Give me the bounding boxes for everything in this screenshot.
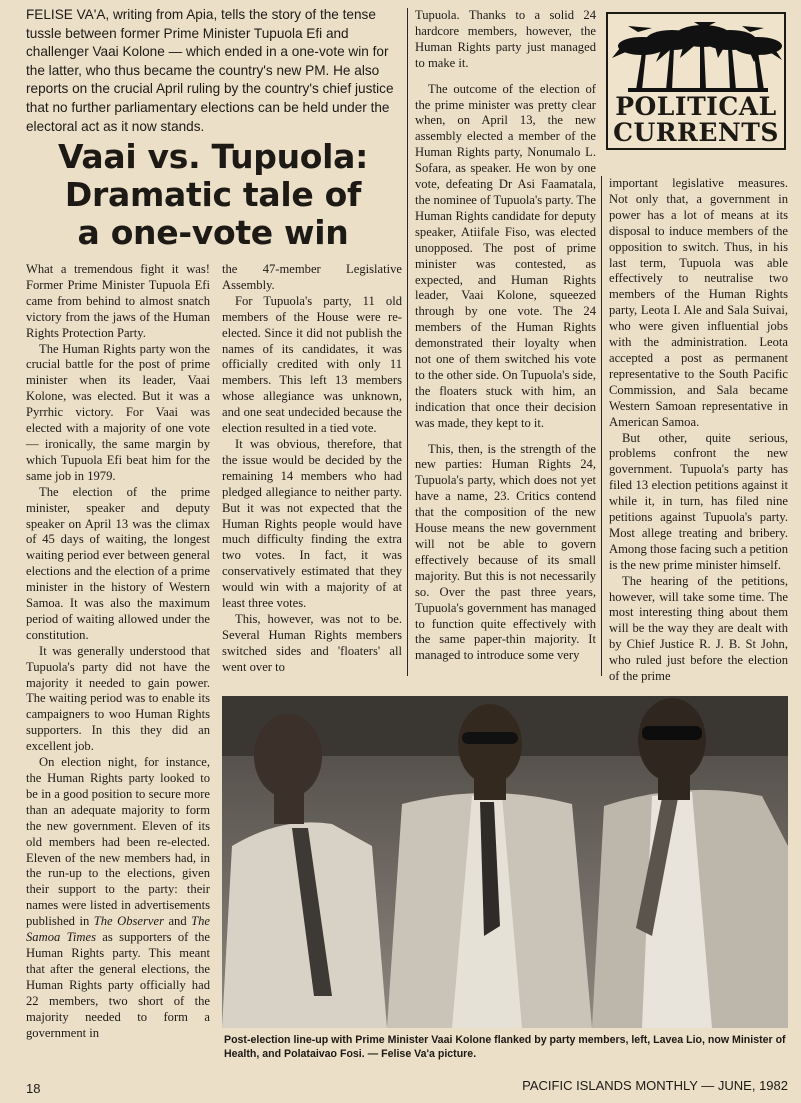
headline [30, 138, 396, 252]
logo-line-political: POLITICAL [615, 92, 777, 121]
photo-caption: Post-election line-up with Prime Minister Vaai Kolone flanked by party members, left, Lavea Lio, now Minister of Health, and Polataivao Fosi. — Felise Va'a picture. [224, 1034, 786, 1060]
political-currents-logo [606, 12, 786, 150]
paragraph: It was generally understood that Tupuola's party did not have the majority it needed to gain power. The waiting period was to enable its campaigners to woo Human Rights supporters. In this they did an excellent job. [26, 643, 210, 754]
publication-footer: PACIFIC ISLANDS MONTHLY — JUNE, 1982 [522, 1078, 788, 1093]
paragraph: the 47-member Legislative Assembly. [222, 262, 402, 292]
publication-name: The Observer [93, 914, 164, 929]
paragraph: But other, quite serious, problems confront the new government. Tupuola's party has filed 13 election petitions against it while it, in turn, has filed nine petitions against Tupuola's party. Most allege treating and bribery. Among those facing such a petition is the new prime minister himself. [609, 430, 788, 572]
paragraph: The Human Rights party won the crucial battle for the post of prime minister when its leader, Vaai Kolone, was elected. But it was a Pyrrhic victory. For Vaai was elected with a majority of one vote — ironically, the same margin by which Tupuola Efi beat him for the same job in 1979. [26, 341, 210, 483]
intro-standfirst: FELISE VA'A, writing from Apia, tells the story of the tense tussle between former Prime Minister Tupuola Efi and challenger Vaai Kolone — which ended in a one-vote win for the latter, who thus became the country's new PM. He also reports on the crucial April ruling by the country's chief justice that no further parliamentary elections can be held under the electoral act as it now stands. [26, 7, 394, 134]
paragraph: The election of the prime minister, speaker and deputy speaker on April 13 was the climax of 45 days of waiting, the longest waiting period ever between general elections and the election of a prime minister in the history of Western Samoa. It was also the maximum period of waiting allowed under the constitution. [26, 484, 210, 642]
paragraph: The hearing of the petitions, however, will take some time. The most interesting thing about them will be the way they are dealt with by Chief Justice R. J. B. St John, who ruled just before the election of the prime [609, 573, 788, 684]
publication-name: The Samoa Times [26, 914, 210, 945]
headline-line-1: Vaai vs. Tupuola: [57, 137, 369, 176]
paragraph [26, 755, 210, 1041]
column-rule [601, 176, 602, 676]
text-run: as supporters of the Human Rights party. This meant that after the general elections, the Human Rights party officially had 22 members, two short of the majority needed to form a government in [26, 930, 210, 1040]
paragraph: Tupuola. Thanks to a solid 24 hardcore members, however, the Human Rights party just managed to make it. [415, 8, 596, 70]
paragraph: The outcome of the election of the prime minister was pretty clear when, on April 13, the new assembly elected a member of the Human Rights party, Nonumalo L. Sofara, as speaker. He won by one vote, defeating Dr Asi Faamatala, the nominee of Tupuola's party. The Human Rights candidate for deputy speaker, Atiifale Fiso, was elected unopposed. The post of prime minister was contested, as expected, and Human Rights leader, Vaai Kolone, squeezed through by one vote. The 24 members of the Human Rights demonstrated their loyalty when not one of them switched his vote to the other side. On Tupuola's side, the floaters stuck with him, an indication that once their decision was made, they kept to it. [415, 81, 597, 430]
paragraph: This, then, is the strength of the new parties: Human Rights 24, Tupuola's party, which does not yet have a name, 23. Critics contend that the composition of the new House means the new government will not be able to govern effectively because of its small majority. But this is not necessarily so. Over the past three years, Tupuola's government has managed to function quite effectively with the same paper-thin majority. It managed to introduce some very [415, 441, 596, 663]
text-run: On election night, for instance, the Human Rights party looked to be in a good position to secure more than an adequate majority to form the new government. Eleven of its old members had been re-elected. Eleven of the new members had, in the run-up to the elections, given their support to the party: their names were listed in advertisements published in [26, 755, 210, 929]
article-column-3 [415, 8, 596, 664]
logo-line-currents: CURRENTS [613, 118, 779, 147]
paragraph: For Tupuola's party, 11 old members of the House were re-elected. Since it did not publish the names of its candidates, it was officially credited with only 11 members. This left 13 members whose allegiance was unknown, and one seat undecided because the election resulted in a tied vote. [222, 293, 402, 436]
headline-line-2: Dramatic tale of [64, 175, 362, 214]
paragraph: It was obvious, therefore, that the issue would be decided by the remaining 14 members who had pledged allegiance to neither party. But it was not expected that the Human Rights people would have much difficulty finding the extra two votes. In fact, it was conservatively estimated that they would win with a majority of at least three votes. [222, 436, 402, 611]
paragraph: What a tremendous fight it was! Former Prime Minister Tupuola Efi came from behind to almost snatch victory from the jaws of the Human Rights Protection Party. [26, 262, 210, 340]
paragraph: important legislative measures. Not only that, a government in power has a lot of means at its disposal to induce members of the opposition to switch. Thus, in his last term, Tupuola was able effectively to neutralise two members of the Human Rights party, Leota I. Ale and Sala Suivai, who were given influential jobs with the administration. Leota accepted a post as permanent representative to the South Pacific Commission, and Sala became Western Samoan representative in American Samoa. [609, 176, 788, 429]
article-column-4 [609, 176, 788, 685]
paragraph: This, however, was not to be. Several Human Rights members switched sides and 'floaters' all went over to [222, 611, 402, 674]
headline-line-3: a one-vote win [77, 213, 349, 252]
column-rule [407, 8, 408, 676]
photo-illustration [222, 696, 788, 1028]
page-number: 18 [26, 1081, 41, 1096]
text-run: and [163, 914, 192, 929]
article-column-1 [26, 262, 210, 1041]
article-column-2 [222, 262, 402, 676]
photograph [222, 696, 788, 1028]
palm-trees-icon [608, 18, 784, 94]
